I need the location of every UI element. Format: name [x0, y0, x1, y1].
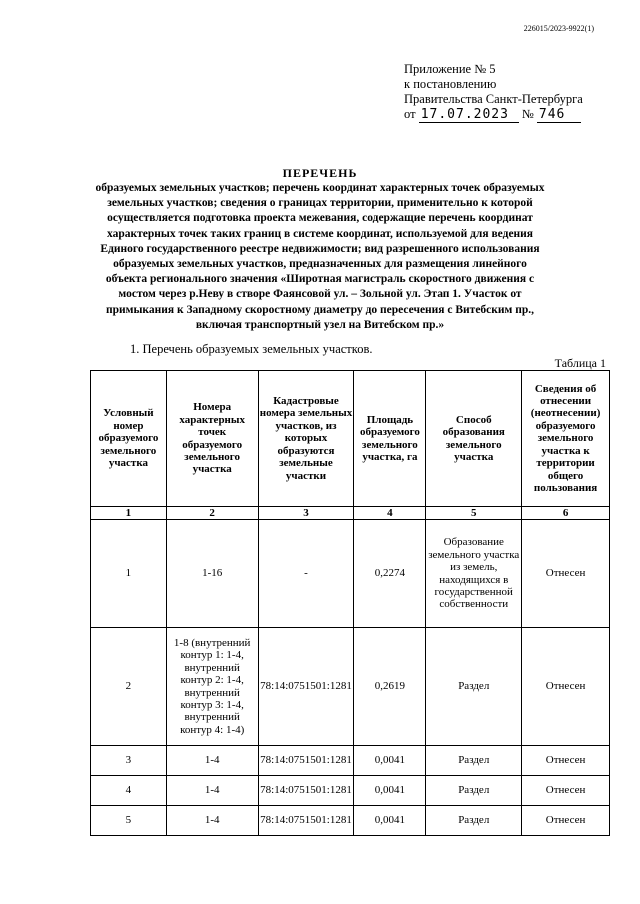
document-number: 226015/2023-9922(1)	[523, 24, 594, 33]
table-cell: 5	[91, 806, 167, 836]
header-cell: Сведения об отнесении (неотнесении) образуемого земельного участка к территории общего пользования	[522, 371, 610, 507]
number-field	[537, 107, 581, 123]
table-row	[91, 746, 610, 776]
table-row	[91, 628, 610, 746]
section-heading: 1. Перечень образуемых земельных участков.	[130, 342, 373, 356]
header-cell: Площадь образуемого земельного участка, га	[354, 371, 426, 507]
table-cell: 1-16	[166, 520, 258, 628]
table-cell: 1-4	[166, 746, 258, 776]
document-title: ПЕРЕЧЕНЬ	[282, 166, 358, 180]
land-plots-table	[90, 370, 610, 836]
table-cell: 1-4	[166, 806, 258, 836]
table-cell: Отнесен	[522, 746, 610, 776]
appendix-line-2: к постановлению	[404, 77, 497, 91]
table-cell: Отнесен	[522, 520, 610, 628]
number-value: 746	[538, 107, 566, 122]
table-row	[91, 520, 610, 628]
appendix-line-3: Правительства Санкт-Петербурга	[404, 92, 583, 106]
table-cell: Отнесен	[522, 806, 610, 836]
table-cell: 78:14:0751501:1281	[258, 746, 354, 776]
column-number-row	[91, 507, 610, 520]
document-subtitle: образуемых земельных участков; перечень координат характерных точек образуемых земельных участков; сведения о границах территории, применительно к которой осуществляется подготовка проекта межевания, содержащие перечень координат характерных точек таких границ в системе координат, используемой для ведения Единого государственного реестре недвижимости; вид разрешенного использования образуемых земельных участков, предназначенных для размещения линейного объекта регионального значения «Широтная магистраль скоростного движения с мостом через р.Неву в створе Фаянсовой ул. – Зольной ул. Этап 1. Участок от примыкания к Западному скоростному диаметру до пересечения с Витебским пр., включая транспортный узел на Витебском пр.»	[95, 182, 545, 331]
column-number: 2	[166, 507, 258, 520]
header-cell: Условный номер образуемого земельного участка	[91, 371, 167, 507]
table-header-row	[91, 371, 610, 507]
column-number: 5	[426, 507, 522, 520]
table-cell: Отнесен	[522, 776, 610, 806]
column-number: 4	[354, 507, 426, 520]
table-cell: 0,2274	[354, 520, 426, 628]
header-cell: Номера характерных точек образуемого земельного участка	[166, 371, 258, 507]
table-cell: 0,0041	[354, 806, 426, 836]
table-cell: Отнесен	[522, 628, 610, 746]
table-cell: 78:14:0751501:1281	[258, 776, 354, 806]
number-prefix: №	[521, 107, 534, 121]
appendix-date-line	[404, 107, 583, 123]
header-cell: Кадастровые номера земельных участков, из которых образуются земельные участки	[258, 371, 354, 507]
appendix-line-1: Приложение № 5	[404, 62, 496, 76]
table-row	[91, 776, 610, 806]
table-cell: Раздел	[426, 806, 522, 836]
table-cell: Образование земельного участка из земель, находящихся в государственной собственности	[426, 520, 522, 628]
appendix-block	[404, 62, 583, 123]
table-cell: -	[258, 520, 354, 628]
date-field	[419, 107, 519, 123]
header-cell: Способ образования земельного участка	[426, 371, 522, 507]
table-cell: 1	[91, 520, 167, 628]
table-cell: Раздел	[426, 628, 522, 746]
table-cell: 78:14:0751501:1281	[258, 806, 354, 836]
table-cell: 4	[91, 776, 167, 806]
column-number: 6	[522, 507, 610, 520]
table-cell: 0,0041	[354, 776, 426, 806]
table-cell: 0,0041	[354, 746, 426, 776]
table-cell: Раздел	[426, 746, 522, 776]
table-cell: 1-8 (внутренний контур 1: 1-4, внутренний контур 2: 1-4, внутренний контур 3: 1-4, внутренний контур 4: 1-4)	[166, 628, 258, 746]
table-cell: 2	[91, 628, 167, 746]
table-cell: 1-4	[166, 776, 258, 806]
table-cell: 3	[91, 746, 167, 776]
table-row	[91, 806, 610, 836]
column-number: 1	[91, 507, 167, 520]
table-caption: Таблица 1	[554, 356, 606, 370]
table-cell: Раздел	[426, 776, 522, 806]
date-prefix: от	[404, 107, 416, 121]
date-value: 17.07.2023	[420, 107, 509, 122]
table-cell: 0,2619	[354, 628, 426, 746]
column-number: 3	[258, 507, 354, 520]
table-cell: 78:14:0751501:1281	[258, 628, 354, 746]
